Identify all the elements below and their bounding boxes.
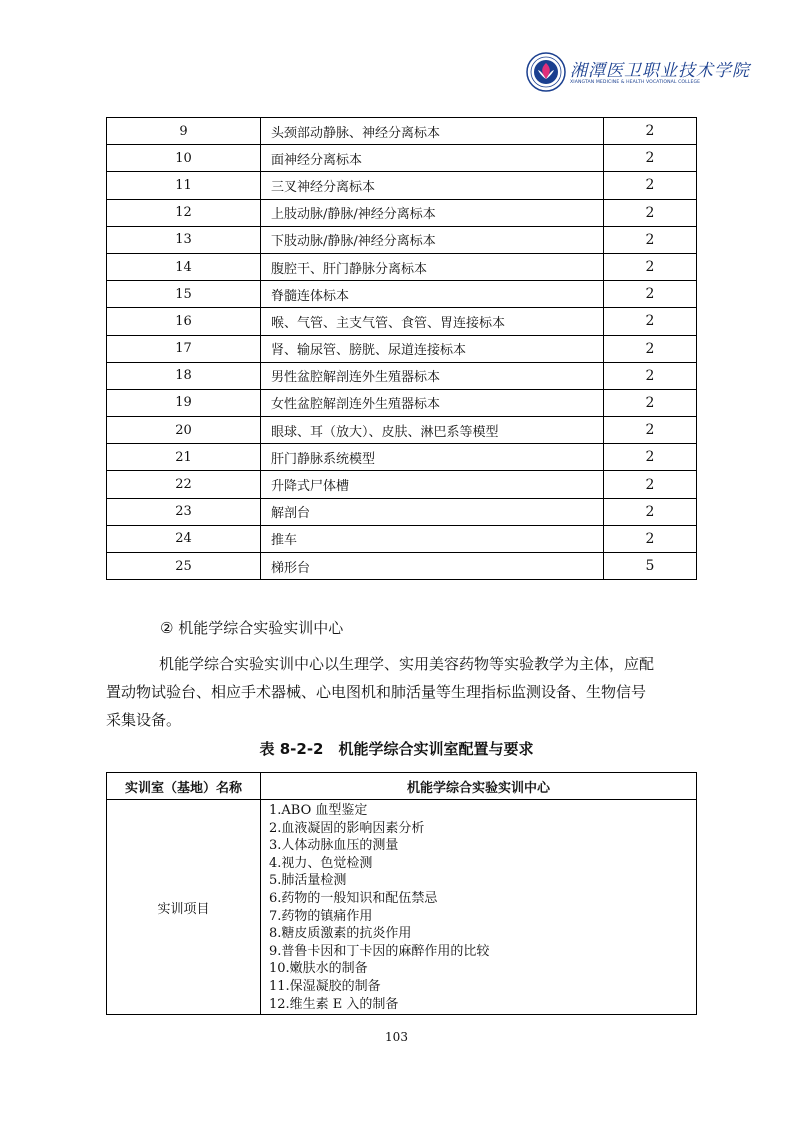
table-row — [107, 308, 697, 335]
table-row — [107, 145, 697, 172]
row-number: 10 — [107, 145, 261, 172]
training-item: 7.药物的镇痛作用 — [269, 908, 373, 924]
college-emblem-icon — [526, 52, 566, 92]
training-item: 1.ABO 血型鉴定 — [269, 803, 368, 818]
row-number: 19 — [107, 389, 261, 416]
table-row — [107, 553, 697, 580]
table-row — [107, 253, 697, 280]
training-item: 3.人体动脉血压的测量 — [269, 838, 399, 854]
item-name: 肾、输尿管、膀胱、尿道连接标本 — [261, 335, 604, 362]
row-number: 15 — [107, 281, 261, 308]
paragraph-line: 采集设备。 — [106, 711, 182, 729]
table-row — [107, 335, 697, 362]
table-row — [107, 172, 697, 199]
item-quantity: 2 — [604, 498, 697, 525]
item-name: 脊髓连体标本 — [261, 281, 604, 308]
row-number: 22 — [107, 471, 261, 498]
header-lab-name-label: 实训室（基地）名称 — [107, 773, 261, 800]
row-number: 13 — [107, 226, 261, 253]
item-name: 三叉神经分离标本 — [261, 172, 604, 199]
equipment-table — [106, 117, 697, 580]
item-name: 上肢动脉/静脉/神经分离标本 — [261, 199, 604, 226]
row-number: 14 — [107, 253, 261, 280]
item-quantity: 2 — [604, 226, 697, 253]
table-header-row — [107, 773, 697, 800]
logo-chinese-name: 湘潭医卫职业技术学院 — [570, 61, 750, 81]
item-quantity: 2 — [604, 253, 697, 280]
row-number: 16 — [107, 308, 261, 335]
section-subheading: ② 机能学综合实验实训中心 — [160, 619, 344, 637]
table-caption: 表 8-2-2 机能学综合实训室配置与要求 — [259, 740, 534, 758]
college-logo — [526, 52, 750, 96]
item-quantity: 2 — [604, 335, 697, 362]
item-quantity: 2 — [604, 417, 697, 444]
row-number: 12 — [107, 199, 261, 226]
section-paragraph — [106, 650, 697, 734]
item-name: 推车 — [261, 525, 604, 552]
item-quantity: 2 — [604, 362, 697, 389]
item-name: 女性盆腔解剖连外生殖器标本 — [261, 389, 604, 416]
training-item: 2.血液凝固的影响因素分析 — [269, 820, 425, 836]
table-row — [107, 417, 697, 444]
training-item: 6.药物的一般知识和配伍禁忌 — [269, 890, 438, 906]
item-quantity: 2 — [604, 199, 697, 226]
table-row — [107, 226, 697, 253]
item-name: 下肢动脉/静脉/神经分离标本 — [261, 226, 604, 253]
item-quantity: 2 — [604, 525, 697, 552]
table-row — [107, 389, 697, 416]
training-item: 11.保湿凝胶的制备 — [269, 978, 381, 994]
row-number: 11 — [107, 172, 261, 199]
row-number: 17 — [107, 335, 261, 362]
training-items-label: 实训项目 — [107, 800, 261, 1015]
item-name: 男性盆腔解剖连外生殖器标本 — [261, 362, 604, 389]
table-row — [107, 199, 697, 226]
logo-english-name: XIANGTAN MEDICINE & HEALTH VOCATIONAL COLLEGE — [570, 80, 701, 85]
table-row — [107, 498, 697, 525]
item-name: 腹腔干、肝门静脉分离标本 — [261, 253, 604, 280]
row-number: 25 — [107, 553, 261, 580]
row-number: 24 — [107, 525, 261, 552]
training-item: 9.普鲁卡因和丁卡因的麻醉作用的比较 — [269, 943, 490, 959]
item-name: 喉、气管、主支气管、食管、胃连接标本 — [261, 308, 604, 335]
row-number: 20 — [107, 417, 261, 444]
training-item: 5.肺活量检测 — [269, 873, 347, 889]
item-quantity: 2 — [604, 118, 697, 145]
item-quantity: 2 — [604, 281, 697, 308]
paragraph-line: 置动物试验台、相应手术器械、心电图机和肺活量等生理指标监测设备、生物信号 — [106, 683, 647, 701]
training-item: 12.维生素 E 入的制备 — [269, 996, 399, 1012]
row-number: 18 — [107, 362, 261, 389]
item-name: 头颈部动静脉、神经分离标本 — [261, 118, 604, 145]
item-name: 解剖台 — [261, 498, 604, 525]
table-row — [107, 525, 697, 552]
table-row — [107, 471, 697, 498]
training-item: 8.糖皮质激素的抗炎作用 — [269, 926, 412, 942]
item-name: 面神经分离标本 — [261, 145, 604, 172]
item-name: 梯形台 — [261, 553, 604, 580]
table-row — [107, 362, 697, 389]
item-quantity: 2 — [604, 308, 697, 335]
row-number: 21 — [107, 444, 261, 471]
row-number: 9 — [107, 118, 261, 145]
header-lab-name-value: 机能学综合实验实训中心 — [261, 773, 697, 800]
row-number: 23 — [107, 498, 261, 525]
lab-config-table — [106, 772, 697, 1015]
item-quantity: 5 — [604, 553, 697, 580]
item-quantity: 2 — [604, 145, 697, 172]
item-quantity: 2 — [604, 389, 697, 416]
item-name: 升降式尸体槽 — [261, 471, 604, 498]
page-number: 103 — [385, 1030, 408, 1044]
training-item: 4.视力、色觉检测 — [269, 855, 373, 871]
item-quantity: 2 — [604, 444, 697, 471]
table-row — [107, 444, 697, 471]
paragraph-line: 机能学综合实验实训中心以生理学、实用美容药物等实验教学为主体，应配 — [159, 655, 655, 673]
item-name: 眼球、耳（放大）、皮肤、淋巴系等模型 — [261, 417, 604, 444]
item-name: 肝门静脉系统模型 — [261, 444, 604, 471]
training-items-row — [107, 800, 697, 1015]
item-quantity: 2 — [604, 471, 697, 498]
table-row — [107, 118, 697, 145]
table-row — [107, 281, 697, 308]
training-item: 10.嫩肤水的制备 — [269, 961, 368, 977]
item-quantity: 2 — [604, 172, 697, 199]
training-items-list — [261, 800, 697, 1015]
